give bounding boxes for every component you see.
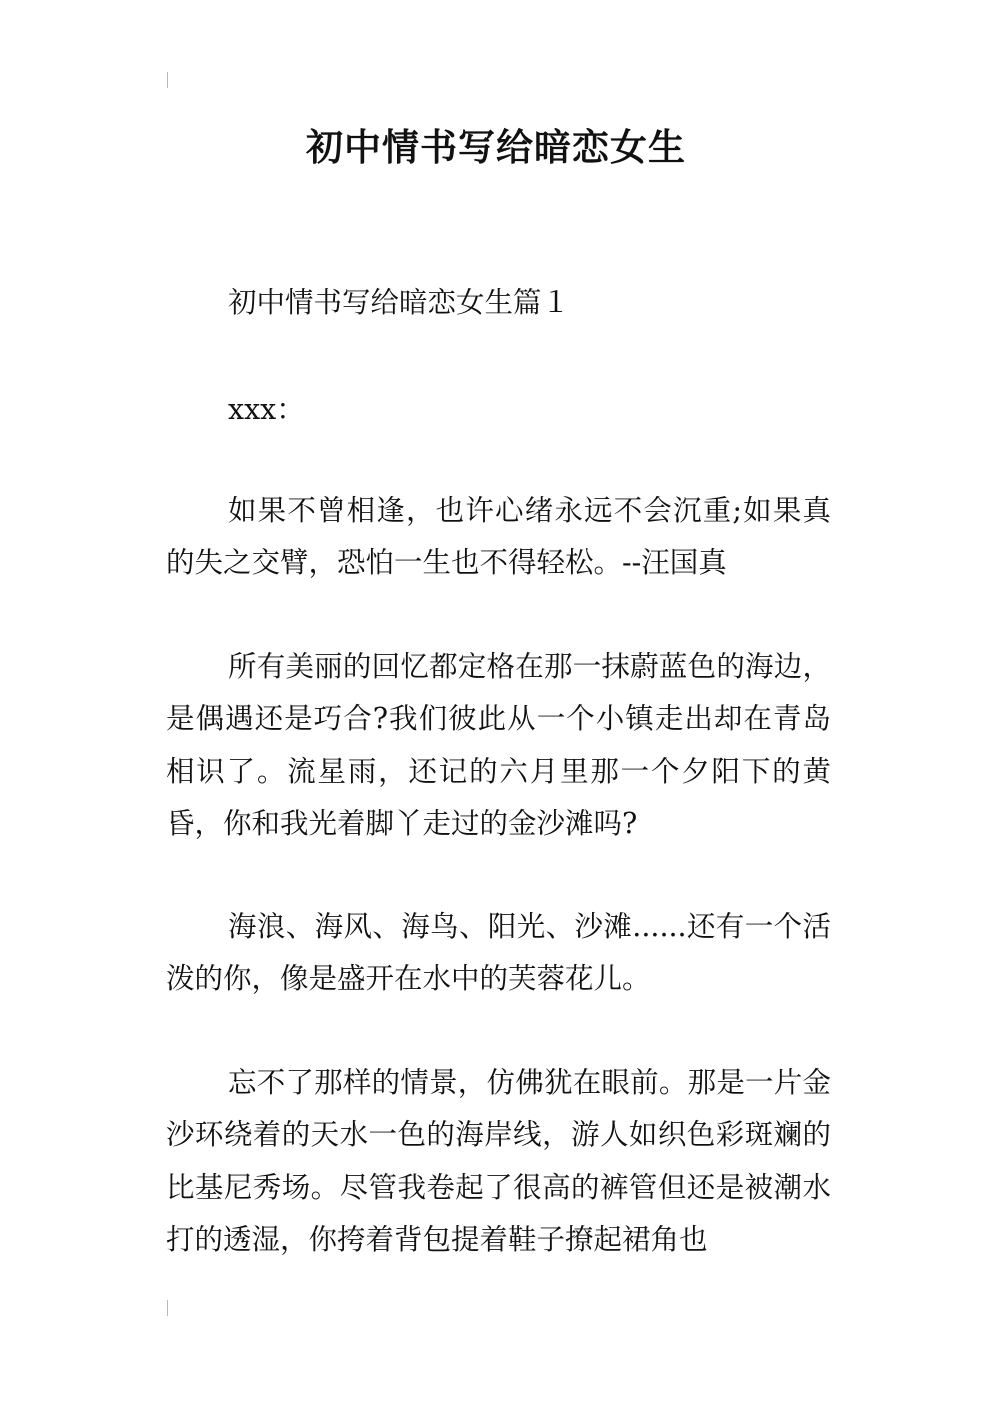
salutation: xxx： [228,393,305,426]
document-title: 初中情书写给暗恋女生 [306,126,686,169]
page-corner-mark-top [167,72,168,88]
paragraph-3: 海浪、海风、海鸟、阳光、沙滩......还有一个活泼的你，像是盛开在水中的芙蓉花儿。 [166,910,831,996]
page-corner-mark-bottom [167,1300,168,1316]
section-subtitle: 初中情书写给暗恋女生篇１ [228,286,571,319]
paragraph-1: 如果不曾相逢，也许心绪永远不会沉重;如果真的失之交臂，恐怕一生也不得轻松。--汪国真 [166,494,831,580]
paragraph-2: 所有美丽的回忆都定格在那一抹蔚蓝色的海边，是偶遇还是巧合?我们彼此从一个小镇走出却在青岛相识了。流星雨，还记的六月里那一个夕阳下的黄昏，你和我光着脚丫走过的金沙滩吗? [166,650,831,840]
paragraph-4: 忘不了那样的情景，仿佛犹在眼前。那是一片金沙环绕着的天水一色的海岸线，游人如织色彩斑斓的比基尼秀场。尽管我卷起了很高的裤管但还是被潮水打的透湿，你挎着背包提着鞋子撩起裙角也 [166,1066,831,1256]
